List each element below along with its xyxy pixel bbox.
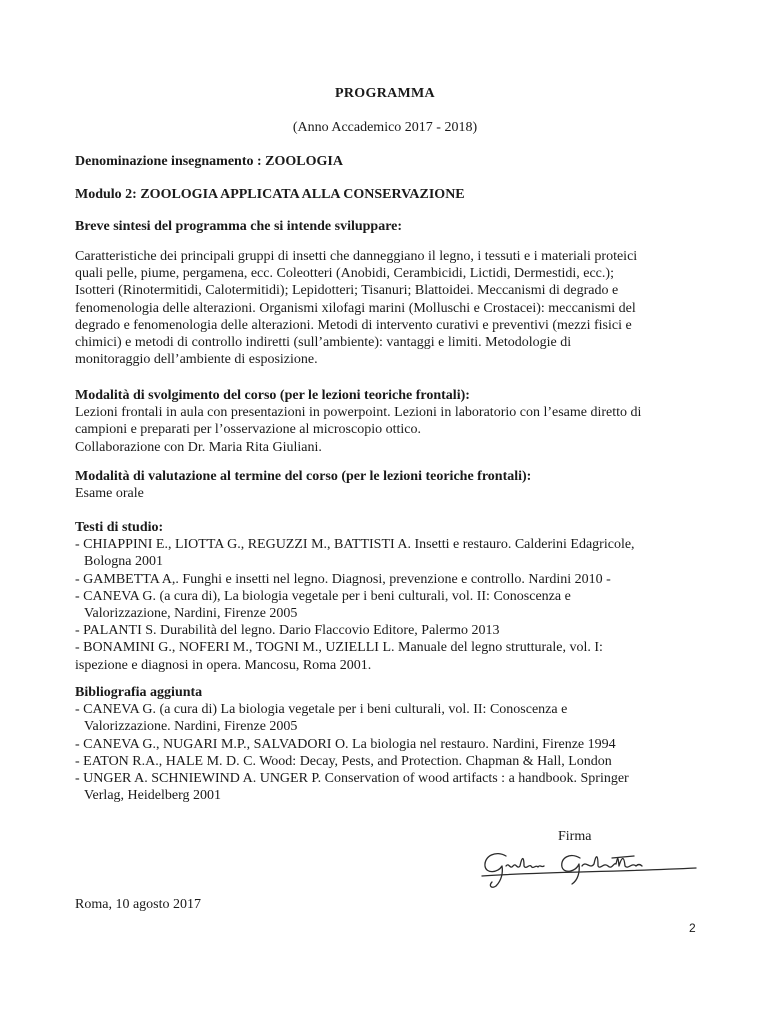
sintesi-line: Isotteri (Rinotermitidi, Calotermitidi); Lepidotteri; Tisanuri; Blattoidei. Meccanismi di degrado e: [75, 283, 619, 299]
sintesi-line: quali pelle, piume, pergamena, ecc. Coleotteri (Anobidi, Cerambicidi, Lictidi, Dermestidi, ecc.);: [75, 266, 614, 282]
testi-line: Valorizzazione, Nardini, Firenze 2005: [84, 606, 298, 622]
testi-line: - CANEVA G. (a cura di), La biologia vegetale per i beni culturali, vol. II: Conoscenza e: [75, 588, 571, 604]
course-denomination: Denominazione insegnamento : ZOOLOGIA: [75, 154, 343, 169]
valutazione-heading: Modalità di valutazione al termine del corso (per le lezioni teoriche frontali):: [75, 469, 532, 484]
valutazione-section: [75, 468, 705, 502]
firma-label: Firma: [558, 829, 592, 844]
sintesi-line: monitoraggio dell’ambiente di esposizione.: [75, 352, 318, 368]
bibliografia-line: - CANEVA G., NUGARI M.P., SALVADORI O. La biologia nel restauro. Nardini, Firenze 1994: [75, 736, 616, 752]
bibliografia-line: - CANEVA G. (a cura di) La biologia vegetale per i beni culturali, vol. II: Conoscenza e: [75, 702, 568, 718]
course-module: Modulo 2: ZOOLOGIA APPLICATA ALLA CONSERVAZIONE: [75, 187, 465, 202]
bibliografia-heading: Bibliografia aggiunta: [75, 685, 203, 700]
date-place: Roma, 10 agosto 2017: [75, 897, 201, 912]
testi-line: - BONAMINI G., NOFERI M., TOGNI M., UZIELLI L. Manuale del legno strutturale, vol. I:: [75, 640, 603, 656]
testi-line: - CHIAPPINI E., LIOTTA G., REGUZZI M., BATTISTI A. Insetti e restauro. Calderini Edagricole,: [75, 537, 635, 553]
bibliografia-line: - EATON R.A., HALE M. D. C. Wood: Decay, Pests, and Protection. Chapman & Hall, London: [75, 753, 612, 769]
page-number: 2: [689, 921, 696, 935]
sintesi-heading: Breve sintesi del programma che si intende sviluppare:: [75, 219, 403, 234]
testi-line: Bologna 2001: [84, 554, 163, 570]
sintesi-line: chimici) e metodi di controllo indiretti (sull’ambiente): vantaggi e limiti. Metodologie di: [75, 335, 572, 351]
bibliografia-section: [75, 684, 705, 804]
testi-line: - GAMBETTA A,. Funghi e insetti nel legno. Diagnosi, prevenzione e controllo. Nardini 2010 -: [75, 571, 611, 587]
bibliografia-line: - UNGER A. SCHNIEWIND A. UNGER P. Conservation of wood artifacts : a handbook. Springer: [75, 771, 629, 787]
testi-line: ispezione e diagnosi in opera. Mancosu, Roma 2001.: [75, 657, 372, 673]
svolgimento-line: campioni e preparati per l’osservazione al microscopio ottico.: [75, 422, 421, 438]
academic-year: (Anno Accademico 2017 - 2018): [292, 120, 478, 135]
valutazione-text: Esame orale: [75, 486, 144, 502]
sintesi-line: fenomenologia delle alterazioni. Organismi xilofagi marini (Molluschi e Crostacei): meccanismi del: [75, 300, 636, 316]
bibliografia-line: Verlag, Heidelberg 2001: [84, 788, 221, 804]
testi-heading: Testi di studio:: [75, 520, 164, 535]
svolgimento-line: Lezioni frontali in aula con presentazioni in powerpoint. Lezioni in laboratorio con l’esame diretto di: [75, 405, 642, 421]
bibliografia-line: Valorizzazione. Nardini, Firenze 2005: [84, 719, 298, 735]
testi-line: - PALANTI S. Durabilità del legno. Dario Flaccovio Editore, Palermo 2013: [75, 623, 500, 639]
handwritten-signature: [476, 842, 706, 890]
sintesi-line: Caratteristiche dei principali gruppi di insetti che danneggiano il legno, i tessuti e i materiali proteici: [75, 249, 638, 264]
sintesi-line: degrado e fenomenologia delle alterazioni. Metodi di intervento curativi e preventivi (mezzi fisici e: [75, 317, 632, 333]
document-title: PROGRAMMA: [335, 86, 435, 101]
svolgimento-heading: Modalità di svolgimento del corso (per le lezioni teoriche frontali):: [75, 388, 470, 403]
svolgimento-section: [75, 387, 705, 456]
svolgimento-line: Collaborazione con Dr. Maria Rita Giuliani.: [75, 439, 322, 455]
testi-section: [75, 519, 705, 674]
sintesi-paragraph: [75, 248, 705, 368]
